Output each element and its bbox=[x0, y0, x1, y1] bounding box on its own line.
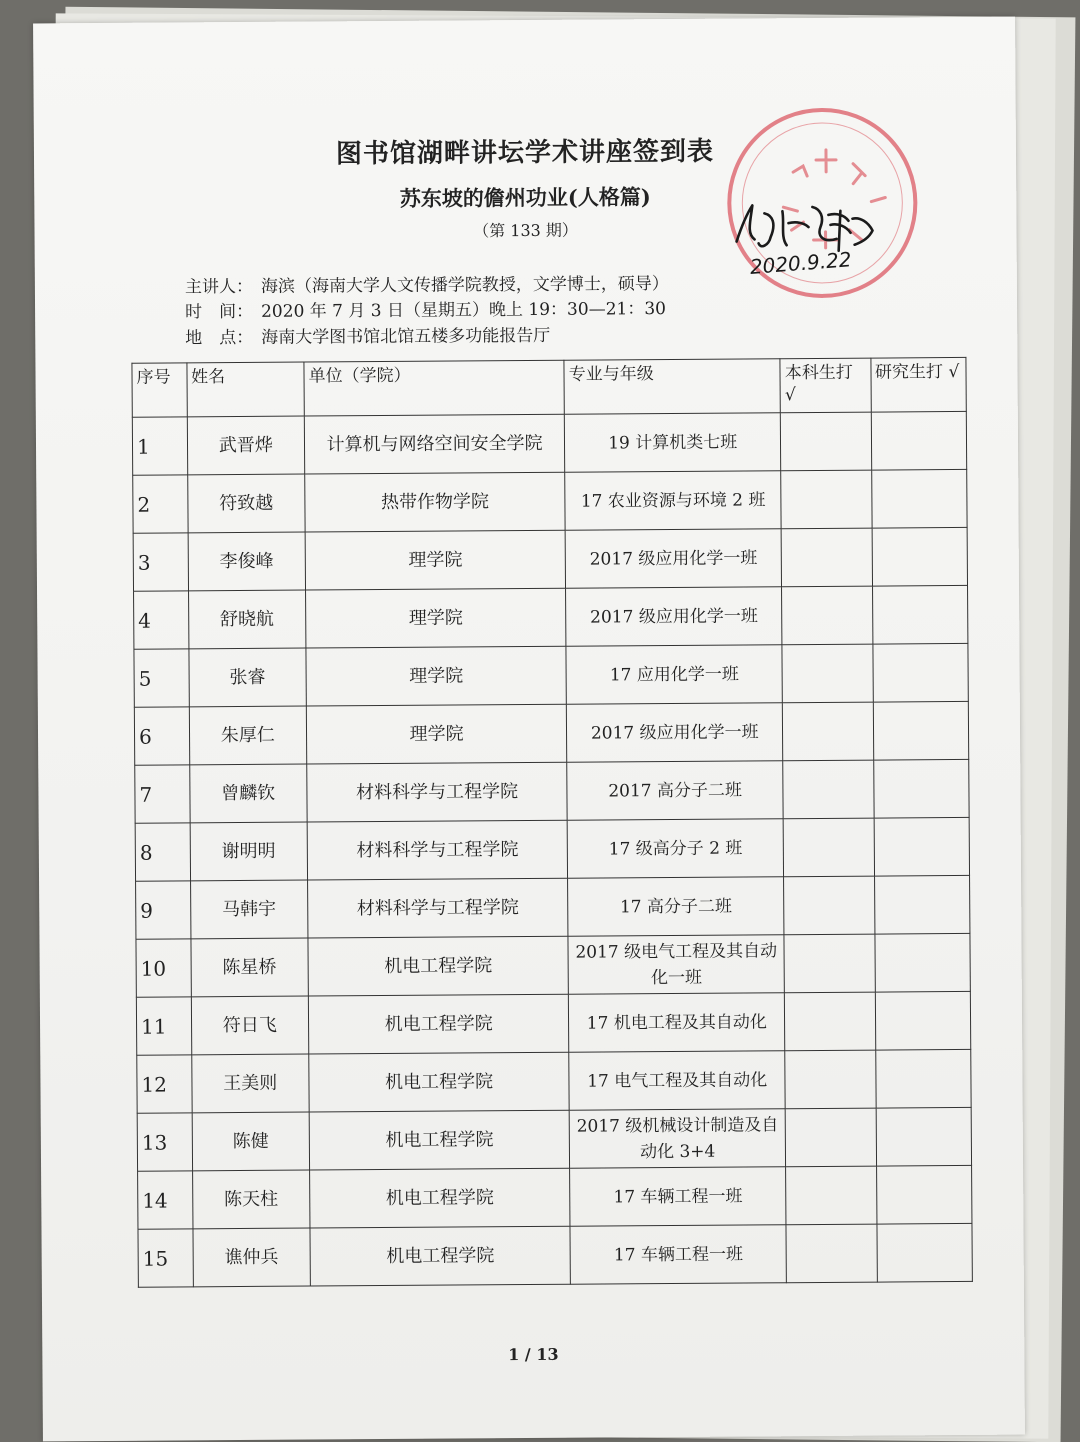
row-seq: 8 bbox=[135, 823, 190, 881]
row-major: 19 计算机类七班 bbox=[564, 413, 780, 473]
row-grad-check bbox=[872, 527, 968, 586]
row-seq: 3 bbox=[133, 533, 188, 591]
speaker-value: 海滨（海南大学人文传播学院教授，文学博士，硕导） bbox=[260, 274, 669, 297]
row-name: 张睿 bbox=[188, 648, 306, 707]
table-row bbox=[133, 527, 967, 591]
table-row bbox=[136, 875, 970, 939]
row-undergrad-check bbox=[782, 586, 873, 645]
table-row bbox=[133, 469, 967, 533]
row-name: 陈星桥 bbox=[191, 938, 309, 997]
row-name: 舒晓航 bbox=[188, 590, 306, 649]
row-seq: 5 bbox=[134, 649, 189, 707]
row-seq: 15 bbox=[138, 1229, 193, 1287]
table-row bbox=[135, 817, 969, 881]
issue-number: （第 133 期） bbox=[473, 220, 578, 241]
row-grad-check bbox=[871, 469, 967, 528]
row-undergrad-check bbox=[783, 702, 874, 761]
row-grad-check bbox=[873, 701, 969, 760]
row-major: 17 车辆工程一班 bbox=[570, 1225, 786, 1285]
sign-in-table bbox=[131, 357, 972, 1288]
row-undergrad-check bbox=[783, 760, 874, 819]
row-undergrad-check bbox=[783, 818, 874, 877]
row-name: 符日飞 bbox=[191, 996, 309, 1055]
header-undergrad: 本科生打 √ bbox=[780, 358, 871, 413]
row-major: 2017 级应用化学一班 bbox=[565, 529, 781, 589]
row-undergrad-check bbox=[781, 412, 872, 471]
row-undergrad-check bbox=[782, 644, 873, 703]
header-name: 姓名 bbox=[186, 362, 304, 417]
header-unit: 单位（学院） bbox=[304, 360, 565, 416]
row-unit: 机电工程学院 bbox=[309, 1110, 570, 1170]
row-grad-check bbox=[872, 585, 968, 644]
row-major: 17 电气工程及其自动化 bbox=[569, 1051, 785, 1111]
row-unit: 理学院 bbox=[306, 704, 567, 764]
row-name: 谯仲兵 bbox=[193, 1228, 311, 1287]
lecture-subtitle: 苏东坡的儋州功业(人格篇) bbox=[399, 184, 651, 211]
place-value: 海南大学图书馆北馆五楼多功能报告厅 bbox=[261, 325, 551, 348]
row-undergrad-check bbox=[786, 1224, 877, 1283]
row-grad-check bbox=[875, 991, 971, 1050]
row-seq: 11 bbox=[136, 997, 191, 1055]
table-row bbox=[138, 1223, 972, 1287]
row-seq: 1 bbox=[132, 417, 187, 475]
table-header-row bbox=[132, 357, 966, 417]
row-unit: 材料科学与工程学院 bbox=[307, 820, 568, 880]
row-unit: 材料科学与工程学院 bbox=[308, 878, 569, 938]
row-name: 朱厚仁 bbox=[189, 706, 307, 765]
place-label: 地 点： bbox=[185, 327, 254, 349]
row-undergrad-check bbox=[785, 992, 876, 1051]
row-undergrad-check bbox=[784, 934, 875, 993]
row-major: 17 机电工程及其自动化 bbox=[569, 993, 785, 1053]
table-row bbox=[137, 1107, 971, 1171]
speaker-label: 主讲人： bbox=[184, 276, 253, 298]
table-row bbox=[134, 701, 968, 765]
row-undergrad-check bbox=[785, 1108, 876, 1167]
row-unit: 机电工程学院 bbox=[308, 936, 569, 996]
row-name: 谢明明 bbox=[190, 822, 308, 881]
signature-date: 2020.9.22 bbox=[748, 247, 853, 279]
time-value: 2020 年 7 月 3 日（星期五）晚上 19：30—21：30 bbox=[261, 299, 667, 322]
row-undergrad-check bbox=[781, 470, 872, 529]
header-grad: 研究生打 √ bbox=[870, 357, 966, 412]
header-seq: 序号 bbox=[132, 363, 187, 417]
row-grad-check bbox=[876, 1165, 972, 1224]
table-row bbox=[137, 1049, 971, 1113]
sign-in-sheet-page bbox=[33, 17, 1025, 1442]
speaker-line bbox=[185, 269, 669, 297]
table-row bbox=[134, 585, 968, 649]
page-number: 1 / 13 bbox=[508, 1344, 559, 1365]
table-row bbox=[136, 991, 970, 1055]
row-grad-check bbox=[874, 933, 970, 992]
table-row bbox=[132, 411, 966, 475]
row-unit: 热带作物学院 bbox=[305, 472, 566, 532]
time-line bbox=[185, 294, 666, 322]
row-grad-check bbox=[872, 643, 968, 702]
row-name: 陈天柱 bbox=[192, 1170, 310, 1229]
row-undergrad-check bbox=[785, 1050, 876, 1109]
row-grad-check bbox=[875, 1049, 971, 1108]
row-major: 17 农业资源与环境 2 班 bbox=[565, 471, 781, 531]
row-seq: 6 bbox=[134, 707, 189, 765]
row-major: 2017 级机械设计制造及自动化 3+4 bbox=[569, 1109, 785, 1169]
row-unit: 机电工程学院 bbox=[309, 1052, 570, 1112]
table-body bbox=[132, 411, 972, 1287]
header-major: 专业与年级 bbox=[564, 359, 780, 415]
row-major: 17 级高分子 2 班 bbox=[567, 819, 783, 879]
row-seq: 9 bbox=[136, 881, 191, 939]
document-title: 图书馆湖畔讲坛学术讲座签到表 bbox=[335, 136, 715, 170]
row-seq: 7 bbox=[135, 765, 190, 823]
row-unit: 机电工程学院 bbox=[310, 1226, 571, 1286]
row-unit: 机电工程学院 bbox=[308, 994, 569, 1054]
table-row bbox=[138, 1165, 972, 1229]
row-undergrad-check bbox=[781, 528, 872, 587]
row-major: 17 车辆工程一班 bbox=[570, 1167, 786, 1227]
row-major: 2017 高分子二班 bbox=[567, 761, 783, 821]
time-label: 时 间： bbox=[185, 301, 254, 323]
row-grad-check bbox=[874, 817, 970, 876]
row-seq: 12 bbox=[137, 1055, 192, 1113]
row-name: 李俊峰 bbox=[188, 532, 306, 591]
row-grad-check bbox=[871, 411, 967, 470]
row-major: 2017 级应用化学一班 bbox=[566, 587, 782, 647]
row-major: 17 应用化学一班 bbox=[566, 645, 782, 705]
table-row bbox=[134, 643, 968, 707]
row-seq: 13 bbox=[137, 1113, 192, 1171]
row-major: 2017 级应用化学一班 bbox=[567, 703, 783, 763]
row-grad-check bbox=[873, 759, 969, 818]
row-major: 17 高分子二班 bbox=[568, 877, 784, 937]
row-seq: 14 bbox=[138, 1171, 193, 1229]
table-row bbox=[135, 759, 969, 823]
row-name: 陈健 bbox=[192, 1112, 310, 1171]
row-grad-check bbox=[874, 875, 970, 934]
row-unit: 机电工程学院 bbox=[310, 1168, 571, 1228]
table-row bbox=[136, 933, 970, 997]
row-grad-check bbox=[876, 1107, 972, 1166]
row-major: 2017 级电气工程及其自动化一班 bbox=[568, 935, 784, 995]
row-unit: 材料科学与工程学院 bbox=[307, 762, 568, 822]
row-seq: 2 bbox=[133, 475, 188, 533]
row-grad-check bbox=[876, 1223, 972, 1282]
row-undergrad-check bbox=[784, 876, 875, 935]
row-unit: 理学院 bbox=[306, 588, 567, 648]
row-name: 曾麟钦 bbox=[189, 764, 307, 823]
row-unit: 计算机与网络空间安全学院 bbox=[304, 414, 565, 474]
row-unit: 理学院 bbox=[305, 530, 566, 590]
row-unit: 理学院 bbox=[306, 646, 567, 706]
row-seq: 4 bbox=[134, 591, 189, 649]
row-seq: 10 bbox=[136, 939, 191, 997]
row-name: 王美则 bbox=[191, 1054, 309, 1113]
row-name: 马韩宇 bbox=[190, 880, 308, 939]
row-name: 符致越 bbox=[187, 474, 305, 533]
row-name: 武晋烨 bbox=[187, 416, 305, 475]
place-line bbox=[185, 321, 550, 349]
row-undergrad-check bbox=[786, 1166, 877, 1225]
